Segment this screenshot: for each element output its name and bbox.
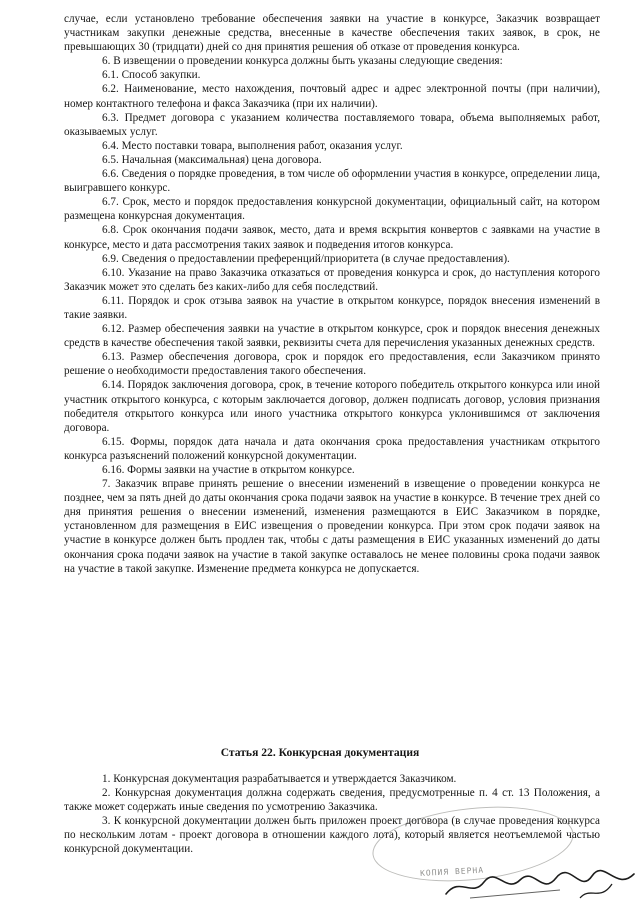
paragraph: 6.1. Способ закупки.	[102, 69, 201, 82]
paragraph: 2. Конкурсная документация должна содержать сведения, предусмотренные п. 4 ст. 13 Положения, а также может содержать иные сведения по усмотрению Заказчика.	[64, 787, 600, 814]
paragraph: 6.16. Формы заявки на участие в открытом конкурсе.	[102, 464, 355, 476]
document-body	[64, 12, 600, 576]
paragraph: 7. Заказчик вправе принять решение о внесении изменений в извещение о проведении конкурса не позднее, чем за пять дней до даты окончания срока подачи заявок на участие в конкурсе. В течение трех дней со дня принятия решения о внесении изменений, изменения размещаются в ЕИС Заказчиком в порядке, установленном для размещения в ЕИС извещения о проведении конкурса. При этом срок подачи заявок на участие в конкурсе должен быть продлен так, чтобы с даты размещения в ЕИС указанных изменений до даты окончания срока подачи заявок на участие в такой закупке оставалось не менее половины срока подачи заявок на участие в такой закупке. Изменение предмета конкурса не допускается.	[64, 478, 600, 575]
paragraph: 6.2. Наименование, место нахождения, почтовый адрес и адрес электронной почты (при наличии), номер контактного телефона и факса Заказчика (при их наличии).	[64, 83, 600, 110]
paragraph: 6.9. Сведения о предоставлении преференций/приоритета (в случае предоставления).	[102, 252, 510, 265]
paragraph: 6.10. Указание на право Заказчика отказаться от проведения конкурса и срок, до наступления которого Заказчик может это сделать без каких-либо для себя последствий.	[64, 266, 600, 293]
paragraph: 6. В извещении о проведении конкурса должны быть указаны следующие сведения:	[102, 55, 503, 68]
paragraph: 6.6. Сведения о порядке проведения, в том числе об оформлении участия в конкурсе, определении лица, выигравшего конкурс.	[64, 168, 600, 195]
paragraph: 6.5. Начальная (максимальная) цена договора.	[102, 153, 322, 166]
paragraph: 6.13. Размер обеспечения договора, срок и порядок его предоставления, если Заказчиком принято решение о необходимости предоставления такого обеспечения.	[64, 351, 600, 378]
paragraph: 6.12. Размер обеспечения заявки на участие в открытом конкурсе, срок и порядок внесения денежных средств в качестве обеспечения такой заявки, реквизиты счета для перечисления указанных денежных средств.	[64, 323, 600, 350]
paragraph: 6.3. Предмет договора с указанием количества поставляемого товара, объема выполняемых работ, оказываемых услуг.	[64, 111, 600, 138]
paragraph: 6.11. Порядок и срок отзыва заявок на участие в открытом конкурсе, порядок внесения изменений в такие заявки.	[64, 294, 600, 321]
section-heading: Статья 22. Конкурсная документация	[220, 746, 420, 759]
section-body	[64, 772, 600, 857]
paragraph: 1. Конкурсная документация разрабатывается и утверждается Заказчиком.	[102, 773, 457, 785]
paragraph: 6.4. Место поставки товара, выполнения работ, оказания услуг.	[102, 139, 403, 152]
paragraph: 6.14. Порядок заключения договора, срок, в течение которого победитель открытого конкурса или иной участник открытого конкурса, с которым заключается договор, должен подписать договор, условия признания победителя открытого конкурса или иного участника открытого конкурса уклонившимся от заключения договора.	[64, 379, 600, 434]
paragraph: 6.15. Формы, порядок дата начала и дата окончания срока предоставления участникам открытого конкурса разъяснений положений конкурсной документации.	[64, 435, 600, 462]
paragraph: 6.7. Срок, место и порядок предоставления конкурсной документации, официальный сайт, на котором размещена конкурсная документация.	[64, 196, 600, 223]
paragraph: 3. К конкурсной документации должен быть приложен проект договора (в случае проведения конкурса по нескольким лотам - проект договора в отношении каждого лота), который является неотъемлемой частью конкурсной документации.	[64, 815, 600, 856]
paragraph: 6.8. Срок окончания подачи заявок, место, дата и время вскрытия конвертов с заявками на участие в конкурсе, место и дата рассмотрения таких заявок и подведения итогов конкурса.	[64, 224, 600, 251]
signature	[440, 868, 640, 904]
paragraph: случае, если установлено требование обеспечения заявки на участие в конкурсе, Заказчик возвращает участникам закупки денежные средства, внесенные в качестве обеспечения таких заявок, в срок, не превышающих 30 (тридцати) дней со дня принятия решения об отказе от проведения конкурса.	[64, 13, 600, 54]
stamp-text: КОПИЯ ВЕРНА	[419, 865, 485, 878]
